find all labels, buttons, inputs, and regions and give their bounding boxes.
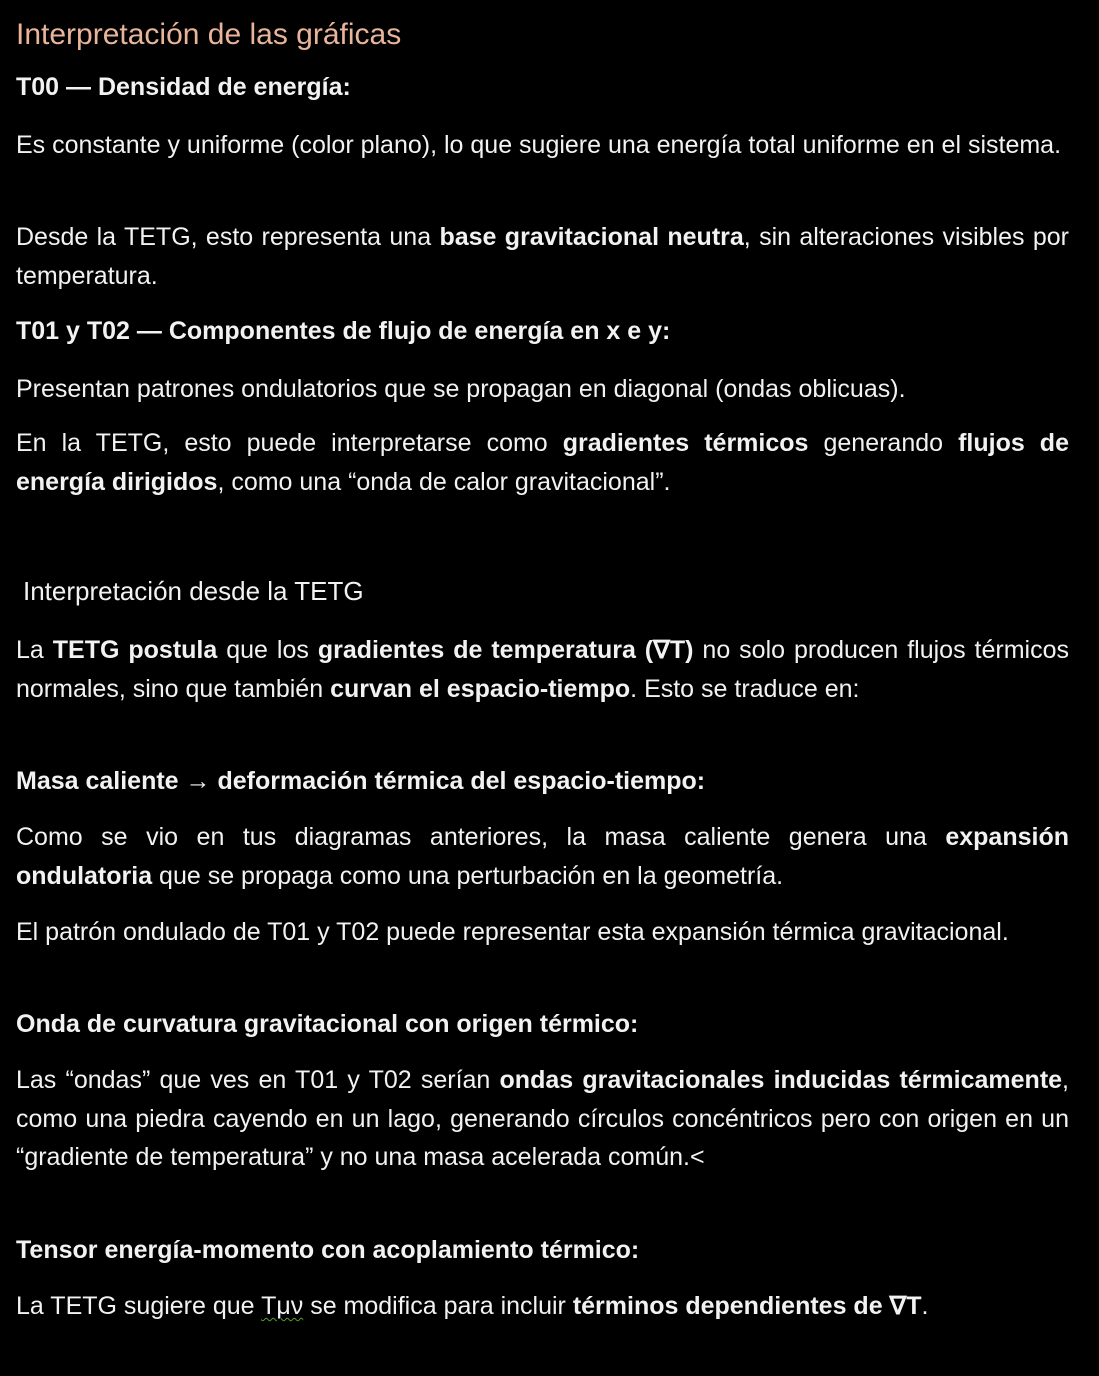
- text-run: Como se vio en tus diagramas anteriores, la masa caliente genera una: [16, 823, 946, 851]
- text-run: que los: [217, 636, 318, 664]
- heading-masa-caliente: Masa caliente → deformación térmica del espacio-tiempo:: [16, 767, 706, 795]
- bold-run: expansión ondulatoria: [16, 823, 1069, 890]
- text-run: no solo producen flujos térmicos normales, sino que también: [16, 636, 1069, 703]
- bold-run: gradientes térmicos: [562, 429, 809, 457]
- paragraph-t01-t02-1: Presentan patrones ondulatorios que se propagan en diagonal (ondas oblicuas).: [16, 375, 906, 403]
- text-run: En la TETG, esto puede interpretarse como: [16, 429, 563, 457]
- paragraph-t01-t02-2: [16, 424, 1069, 501]
- bold-run: base gravitacional neutra: [439, 223, 744, 251]
- paragraph-t00-1: Es constante y uniforme (color plano), lo que sugiere una energía total uniforme en el sistema.: [16, 131, 1062, 159]
- text-run: La TETG sugiere que: [16, 1292, 262, 1320]
- paragraph-onda-curvatura: [16, 1061, 1069, 1177]
- text-run: se modifica para incluir: [303, 1292, 573, 1320]
- heading-t01-t02: T01 y T02 — Componentes de flujo de energía en x e y:: [16, 317, 671, 345]
- heading-t00: T00 — Densidad de energía:: [16, 73, 351, 101]
- heading-tensor: Tensor energía-momento con acoplamiento térmico:: [16, 1236, 640, 1264]
- tensor-symbol: Tμν: [261, 1292, 304, 1320]
- paragraph-masa-caliente-2: El patrón ondulado de T01 y T02 puede representar esta expansión térmica gravitacional.: [16, 918, 1009, 946]
- paragraph-intro: [16, 631, 1069, 708]
- text-run: , como una “onda de calor gravitacional”.: [217, 467, 671, 496]
- text-run: .: [921, 1292, 929, 1320]
- text-run: La: [16, 636, 53, 664]
- bold-run: TETG postula: [52, 636, 218, 664]
- text-run: Desde la TETG, esto representa una: [16, 223, 440, 251]
- heading-onda-curvatura: Onda de curvatura gravitacional con origen térmico:: [16, 1010, 639, 1038]
- text-run: generando: [808, 429, 959, 457]
- text-run: , como una piedra cayendo en un lago, generando círculos concéntricos pero con origen en un “gradiente de temperatura” y no una masa acelerada común.<: [16, 1066, 1069, 1171]
- paragraph-t00-2: [16, 218, 1069, 295]
- text-run: . Esto se traduce en:: [630, 674, 860, 703]
- text-run: que se propaga como una perturbación en la geometría.: [152, 861, 784, 890]
- paragraph-masa-caliente-1: [16, 818, 1069, 895]
- text-run: Las “ondas” que ves en T01 y T02 serían: [16, 1066, 500, 1094]
- page-title: Interpretación de las gráficas: [16, 18, 402, 51]
- section-title-tetg: Interpretación desde la TETG: [23, 576, 364, 606]
- bold-run: términos dependientes de ∇T: [572, 1292, 922, 1320]
- bold-run: curvan el espacio-tiempo: [330, 674, 631, 703]
- bold-run: ondas gravitacionales inducidas térmicamente: [499, 1066, 1063, 1094]
- bold-run: flujos de energía dirigidos: [16, 429, 1069, 496]
- paragraph-tensor: [16, 1287, 1069, 1326]
- text-run: , sin alteraciones visibles por temperatura.: [16, 223, 1069, 290]
- bold-run: gradientes de temperatura (∇T): [317, 636, 694, 664]
